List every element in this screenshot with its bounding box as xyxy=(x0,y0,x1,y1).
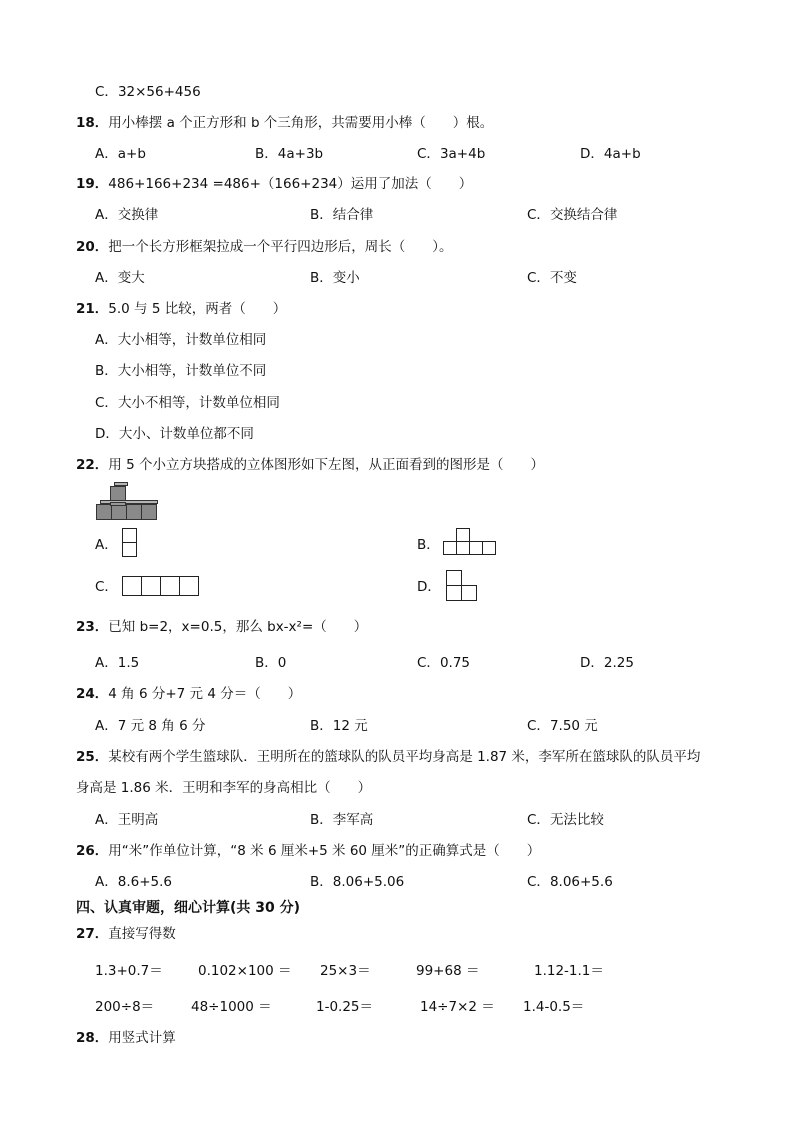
calc-item: 0.102×100 ＝ xyxy=(198,963,292,979)
question-23-stem: 23．已知 b=2，x=0.5，那么 bx-x²=（ ） xyxy=(76,619,368,635)
q21-option-c: C．大小不相等，计数单位相同 xyxy=(95,395,280,411)
q19-option-a: A．交换律 xyxy=(95,207,159,223)
calc-item: 1-0.25＝ xyxy=(316,999,374,1015)
q18-option-d: D．4a+b xyxy=(580,146,641,162)
question-25-stem: 25．某校有两个学生篮球队．王明所在的篮球队的队员平均身高是 1.87 米，李军所在篮球队的队员平均 xyxy=(76,749,701,765)
q26-option-b: B．8.06+5.06 xyxy=(310,874,405,890)
q23-option-b: B．0 xyxy=(255,655,287,671)
calc-item: 99+68 ＝ xyxy=(416,963,480,979)
q25-option-c: C．无法比较 xyxy=(527,812,604,828)
calc-item: 200÷8＝ xyxy=(95,999,155,1015)
q18-option-a: A．a+b xyxy=(95,146,146,162)
q24-option-c: C．7.50 元 xyxy=(527,718,598,734)
q21-option-b: B．大小相等，计数单位不同 xyxy=(95,363,267,379)
q22-option-c: C． xyxy=(95,579,118,595)
question-18-stem: 18．用小棒摆 a 个正方形和 b 个三角形，共需要用小棒（ ）根。 xyxy=(76,115,494,131)
calc-item: 48÷1000 ＝ xyxy=(191,999,272,1015)
q26-option-a: A．8.6+5.6 xyxy=(95,874,173,890)
question-26-stem: 26．用“米”作单位计算，“8 米 6 厘米+5 米 60 厘米”的正确算式是（ ） xyxy=(76,843,541,859)
calc-item: 14÷7×2 ＝ xyxy=(420,999,495,1015)
q21-option-a: A．大小相等，计数单位相同 xyxy=(95,332,267,348)
calc-item: 1.4-0.5＝ xyxy=(523,999,585,1015)
question-24-stem: 24．4 角 6 分+7 元 4 分＝（ ） xyxy=(76,686,302,702)
q19-option-c: C．交换结合律 xyxy=(527,207,618,223)
question-27-stem: 27．直接写得数 xyxy=(76,926,176,942)
question-22-stem: 22．用 5 个小立方块搭成的立体图形如下左图，从正面看到的图形是（ ） xyxy=(76,457,544,473)
calc-item: 1.12-1.1＝ xyxy=(534,963,604,979)
question-21-stem: 21．5.0 与 5 比较，两者（ ） xyxy=(76,301,287,317)
question-25-stem-continued: 身高是 1.86 米．王明和李军的身高相比（ ） xyxy=(76,780,372,796)
q21-option-d: D．大小、计数单位都不同 xyxy=(95,426,254,442)
question-28-stem: 28．用竖式计算 xyxy=(76,1030,176,1046)
q22-option-a: A． xyxy=(95,537,118,553)
q23-option-a: A．1.5 xyxy=(95,655,140,671)
question-19-stem: 19．486+166+234 =486+（166+234）运用了加法（ ） xyxy=(76,176,473,192)
calc-item: 25×3＝ xyxy=(320,963,371,979)
q19-option-b: B．结合律 xyxy=(310,207,374,223)
q18-option-c: C．3a+4b xyxy=(417,146,486,162)
q20-option-a: A．变大 xyxy=(95,270,145,286)
q18-option-b: B．4a+3b xyxy=(255,146,324,162)
q25-option-a: A．王明高 xyxy=(95,812,159,828)
q23-option-d: D．2.25 xyxy=(580,655,634,671)
q24-option-a: A．7 元 8 角 6 分 xyxy=(95,718,206,734)
q23-option-c: C．0.75 xyxy=(417,655,470,671)
option-letter: C． xyxy=(95,84,118,100)
q22-option-d: D． xyxy=(417,579,441,595)
calc-item: 1.3+0.7＝ xyxy=(95,963,163,979)
q24-option-b: B．12 元 xyxy=(310,718,368,734)
question-20-stem: 20．把一个长方形框架拉成一个平行四边形后，周长（ ）。 xyxy=(76,239,453,255)
q17-option-c xyxy=(95,83,201,101)
section-4-heading: 四、认真审题，细心计算(共 30 分) xyxy=(76,900,301,916)
q26-option-c: C．8.06+5.6 xyxy=(527,874,613,890)
cube-figure xyxy=(96,482,162,520)
q20-option-b: B．变小 xyxy=(310,270,360,286)
q20-option-c: C．不变 xyxy=(527,270,577,286)
q25-option-b: B．李军高 xyxy=(310,812,374,828)
option-text: 32×56+456 xyxy=(117,84,201,100)
q22-option-b: B． xyxy=(417,537,440,553)
